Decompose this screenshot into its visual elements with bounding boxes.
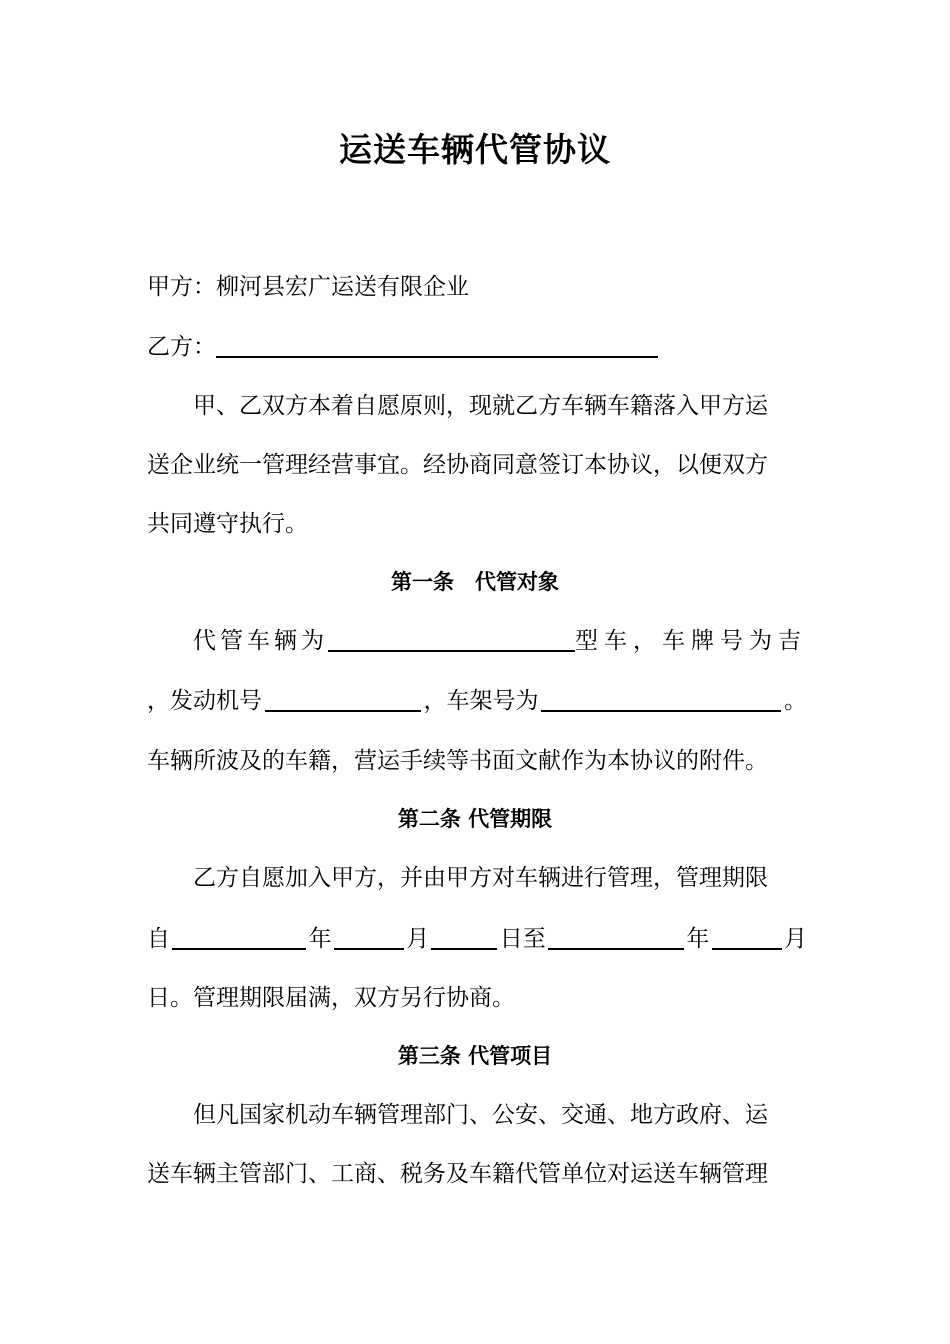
start-year-blank[interactable] [172,924,306,950]
party-b-label: 乙方： [147,334,216,360]
article-1-line-3: 车辆所波及的车籍，营运手续等书面文献作为本协议的附件。 [147,748,768,774]
article-2-line-2 [147,924,807,954]
article-1-period: 。 [784,688,807,714]
vehicle-model-blank[interactable] [328,626,575,652]
article-3-line-2: 送车辆主管部门、工商、税务及车籍代管单位对运送车辆管理 [147,1161,768,1187]
end-year-blank[interactable] [548,924,684,950]
article-1-line-1 [147,626,807,656]
party-b-blank[interactable] [216,332,658,358]
document-title: 运送车辆代管协议 [339,130,611,169]
article-1-heading: 第一条 代管对象 [391,570,559,594]
frame-label: ，车架号为 [423,688,539,714]
start-month-blank[interactable] [334,924,404,950]
start-day-blank[interactable] [431,924,497,950]
engine-number-blank[interactable] [265,686,421,712]
intro-line-2: 送企业统一管理经营事宜。经协商同意签订本协议，以便双方 [147,452,768,478]
intro-line-1: 甲、乙双方本着自愿原则，现就乙方车辆车籍落入甲方运 [193,393,768,419]
year-label: 年 [308,926,332,952]
month-label-2: 月 [783,926,807,952]
intro-line-3: 共同遵守执行。 [147,511,308,537]
engine-label: ，发动机号 [147,688,262,714]
article-2-heading: 第二条 代管期限 [397,807,553,831]
article-1-text-b: 型车，车牌号为吉 [575,628,807,654]
article-3-line-1: 但凡国家机动车辆管理部门、公安、交通、地方政府、运 [193,1102,768,1128]
from-label: 自 [147,926,170,952]
party-a-line: 甲方：柳河县宏广运送有限企业 [147,274,469,300]
article-2-line-3: 日。管理期限届满，双方另行协商。 [147,985,515,1011]
frame-number-blank[interactable] [541,686,781,712]
month-label: 月 [406,926,430,952]
party-b-line [147,332,807,362]
year-label-2: 年 [686,926,710,952]
day-to-label: 日至 [499,926,546,952]
article-2-line-1: 乙方自愿加入甲方，并由甲方对车辆进行管理，管理期限 [193,865,768,891]
end-month-blank[interactable] [712,924,782,950]
article-1-text-a: 代管车辆为 [193,628,328,654]
article-1-line-2 [147,686,807,716]
article-3-heading: 第三条 代管项目 [397,1044,553,1068]
